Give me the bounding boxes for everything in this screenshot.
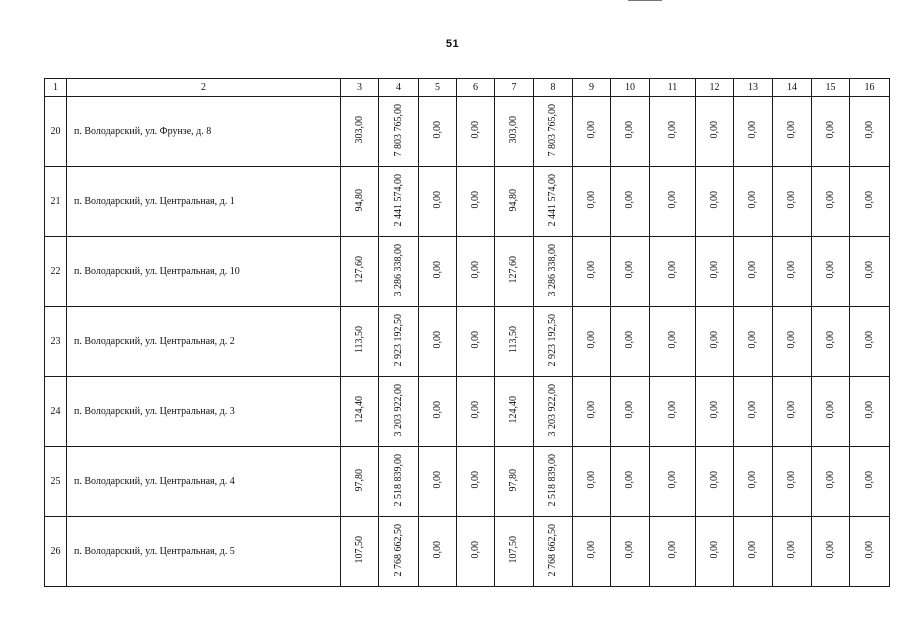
row-number-cell: 23 <box>45 307 67 377</box>
value-text: 124,40 <box>508 396 519 424</box>
value-cell <box>341 447 379 517</box>
value-cell <box>379 307 419 377</box>
value-text: 94,80 <box>353 188 365 212</box>
table-row <box>45 97 890 167</box>
value-text: 0,00 <box>747 401 758 419</box>
address-cell: п. Володарский, ул. Центральная, д. 2 <box>67 307 341 377</box>
value-text: 3 203 922,00 <box>547 383 558 437</box>
value-text: 303,00 <box>508 116 519 144</box>
value-cell <box>850 167 890 237</box>
top-edge-mark <box>628 0 662 1</box>
column-number: 9 <box>573 79 611 97</box>
value-text: 0,00 <box>863 471 875 489</box>
value-cell <box>534 447 573 517</box>
column-number: 7 <box>495 79 534 97</box>
row-number-cell: 21 <box>45 167 67 237</box>
value-text: 0,00 <box>431 191 443 209</box>
value-cell <box>812 517 850 587</box>
value-cell <box>419 167 457 237</box>
value-text: 2 768 662,50 <box>547 523 558 577</box>
value-text: 0,00 <box>431 121 443 139</box>
value-cell <box>534 307 573 377</box>
column-number: 10 <box>611 79 650 97</box>
value-text: 0,00 <box>666 331 678 349</box>
value-cell <box>650 447 696 517</box>
value-text: 113,50 <box>353 326 365 354</box>
value-cell <box>341 307 379 377</box>
value-text: 124,40 <box>353 396 365 424</box>
value-cell <box>812 307 850 377</box>
value-cell <box>696 517 734 587</box>
value-cell <box>495 517 534 587</box>
value-text: 0,00 <box>863 541 875 559</box>
value-cell <box>457 237 495 307</box>
column-number: 12 <box>696 79 734 97</box>
value-cell <box>379 377 419 447</box>
value-cell <box>341 167 379 237</box>
value-text: 2 518 839,00 <box>392 453 404 507</box>
value-cell <box>650 517 696 587</box>
value-cell <box>379 97 419 167</box>
value-cell <box>611 167 650 237</box>
value-cell <box>611 377 650 447</box>
value-cell <box>534 237 573 307</box>
value-text: 97,80 <box>353 468 365 492</box>
value-cell <box>573 97 611 167</box>
data-table <box>44 78 890 587</box>
value-text: 0,00 <box>666 401 678 419</box>
row-number-cell: 20 <box>45 97 67 167</box>
value-cell <box>850 517 890 587</box>
column-number-row <box>45 79 890 97</box>
column-number: 4 <box>379 79 419 97</box>
value-cell <box>573 447 611 517</box>
column-number: 13 <box>734 79 773 97</box>
value-cell <box>773 97 812 167</box>
address-cell: п. Володарский, ул. Центральная, д. 10 <box>67 237 341 307</box>
value-text: 0,00 <box>469 401 481 419</box>
address-cell: п. Володарский, ул. Центральная, д. 1 <box>67 167 341 237</box>
value-text: 127,60 <box>508 256 519 284</box>
value-text: 0,00 <box>863 401 875 419</box>
value-cell <box>457 307 495 377</box>
value-text: 0,00 <box>624 541 635 559</box>
value-text: 97,80 <box>508 468 519 492</box>
value-cell <box>850 237 890 307</box>
value-text: 0,00 <box>824 541 836 559</box>
value-text: 0,00 <box>431 401 443 419</box>
value-cell <box>611 517 650 587</box>
value-cell <box>734 167 773 237</box>
page-number: 51 <box>445 38 460 50</box>
table-row <box>45 307 890 377</box>
value-cell <box>773 517 812 587</box>
value-text: 94,80 <box>508 188 519 212</box>
value-text: 0,00 <box>863 191 875 209</box>
value-text: 0,00 <box>824 331 836 349</box>
value-text: 0,00 <box>786 401 797 419</box>
value-text: 0,00 <box>824 191 836 209</box>
value-cell <box>457 447 495 517</box>
value-text: 0,00 <box>863 121 875 139</box>
value-cell <box>696 237 734 307</box>
address-cell: п. Володарский, ул. Центральная, д. 3 <box>67 377 341 447</box>
value-text: 0,00 <box>431 261 443 279</box>
value-text: 0,00 <box>863 261 875 279</box>
value-cell <box>495 377 534 447</box>
value-cell <box>495 97 534 167</box>
value-text: 0,00 <box>786 471 797 489</box>
value-text: 2 518 839,00 <box>547 453 558 507</box>
value-cell <box>534 377 573 447</box>
value-text: 3 286 338,00 <box>392 243 404 297</box>
column-number: 6 <box>457 79 495 97</box>
value-cell <box>379 517 419 587</box>
value-cell <box>734 97 773 167</box>
value-text: 0,00 <box>624 191 635 209</box>
value-cell <box>379 167 419 237</box>
value-cell <box>734 377 773 447</box>
column-number: 8 <box>534 79 573 97</box>
value-text: 0,00 <box>469 261 481 279</box>
value-cell <box>341 517 379 587</box>
value-cell <box>495 167 534 237</box>
value-cell <box>419 517 457 587</box>
value-text: 0,00 <box>747 471 758 489</box>
value-cell <box>812 167 850 237</box>
table-row <box>45 377 890 447</box>
value-text: 0,00 <box>469 121 481 139</box>
row-number-cell: 24 <box>45 377 67 447</box>
value-cell <box>812 447 850 517</box>
value-cell <box>812 97 850 167</box>
value-text: 0,00 <box>585 471 597 489</box>
value-cell <box>534 517 573 587</box>
value-cell <box>650 307 696 377</box>
value-text: 0,00 <box>747 121 758 139</box>
value-cell <box>734 307 773 377</box>
value-cell <box>534 97 573 167</box>
value-cell <box>495 237 534 307</box>
value-text: 0,00 <box>747 331 758 349</box>
value-cell <box>419 97 457 167</box>
value-cell <box>773 237 812 307</box>
table-row <box>45 517 890 587</box>
value-text: 0,00 <box>431 471 443 489</box>
value-text: 113,50 <box>508 326 519 354</box>
value-text: 2 923 192,50 <box>392 313 404 367</box>
value-cell <box>341 237 379 307</box>
value-cell <box>850 447 890 517</box>
value-text: 0,00 <box>469 471 481 489</box>
value-text: 107,50 <box>353 536 365 564</box>
value-cell <box>734 237 773 307</box>
value-cell <box>341 97 379 167</box>
table-row <box>45 167 890 237</box>
value-cell <box>379 237 419 307</box>
value-cell <box>611 237 650 307</box>
value-cell <box>341 377 379 447</box>
value-text: 0,00 <box>666 191 678 209</box>
value-text: 0,00 <box>786 541 797 559</box>
value-text: 3 203 922,00 <box>392 383 404 437</box>
value-text: 0,00 <box>708 471 720 489</box>
value-cell <box>696 167 734 237</box>
column-number: 3 <box>341 79 379 97</box>
value-cell <box>573 237 611 307</box>
value-text: 0,00 <box>824 401 836 419</box>
value-cell <box>696 97 734 167</box>
table-row <box>45 447 890 517</box>
value-text: 0,00 <box>708 541 720 559</box>
value-text: 0,00 <box>431 331 443 349</box>
value-text: 0,00 <box>786 121 797 139</box>
value-text: 0,00 <box>585 541 597 559</box>
value-cell <box>419 447 457 517</box>
value-cell <box>534 167 573 237</box>
value-cell <box>611 307 650 377</box>
value-text: 0,00 <box>624 261 635 279</box>
value-text: 2 441 574,00 <box>547 173 558 227</box>
value-cell <box>734 447 773 517</box>
value-text: 7 803 765,00 <box>392 103 404 157</box>
value-text: 2 441 574,00 <box>392 173 404 227</box>
value-text: 0,00 <box>624 331 635 349</box>
value-cell <box>696 377 734 447</box>
value-cell <box>457 97 495 167</box>
value-cell <box>773 307 812 377</box>
value-text: 0,00 <box>824 261 836 279</box>
table-row <box>45 237 890 307</box>
value-cell <box>495 447 534 517</box>
value-text: 0,00 <box>585 121 597 139</box>
column-number: 15 <box>812 79 850 97</box>
value-cell <box>850 377 890 447</box>
value-cell <box>573 307 611 377</box>
value-cell <box>650 97 696 167</box>
value-cell <box>850 307 890 377</box>
value-text: 0,00 <box>863 331 875 349</box>
value-cell <box>611 97 650 167</box>
row-number-cell: 25 <box>45 447 67 517</box>
row-number-cell: 26 <box>45 517 67 587</box>
value-cell <box>457 167 495 237</box>
value-text: 0,00 <box>747 541 758 559</box>
value-text: 0,00 <box>469 191 481 209</box>
value-text: 0,00 <box>708 401 720 419</box>
column-number: 1 <box>45 79 67 97</box>
value-text: 0,00 <box>824 471 836 489</box>
column-number: 14 <box>773 79 812 97</box>
value-text: 2 768 662,50 <box>392 523 404 577</box>
value-text: 0,00 <box>708 191 720 209</box>
value-text: 0,00 <box>431 541 443 559</box>
value-cell <box>696 307 734 377</box>
value-text: 0,00 <box>708 261 720 279</box>
row-number-cell: 22 <box>45 237 67 307</box>
value-cell <box>457 377 495 447</box>
value-text: 7 803 765,00 <box>547 103 558 157</box>
value-text: 127,60 <box>353 256 365 284</box>
value-cell <box>379 447 419 517</box>
value-text: 0,00 <box>585 331 597 349</box>
value-cell <box>812 377 850 447</box>
value-text: 303,00 <box>353 116 365 144</box>
value-text: 2 923 192,50 <box>547 313 558 367</box>
column-number: 16 <box>850 79 890 97</box>
value-cell <box>812 237 850 307</box>
value-text: 0,00 <box>624 471 635 489</box>
value-text: 0,00 <box>585 401 597 419</box>
value-cell <box>696 447 734 517</box>
value-text: 0,00 <box>747 261 758 279</box>
value-cell <box>573 377 611 447</box>
value-text: 0,00 <box>666 261 678 279</box>
value-cell <box>419 307 457 377</box>
column-number: 5 <box>419 79 457 97</box>
value-text: 0,00 <box>585 191 597 209</box>
value-text: 0,00 <box>585 261 597 279</box>
value-text: 0,00 <box>786 191 797 209</box>
value-text: 0,00 <box>469 541 481 559</box>
value-text: 107,50 <box>508 536 519 564</box>
value-cell <box>611 447 650 517</box>
value-cell <box>419 237 457 307</box>
address-cell: п. Володарский, ул. Центральная, д. 4 <box>67 447 341 517</box>
value-text: 0,00 <box>469 331 481 349</box>
address-cell: п. Володарский, ул. Центральная, д. 5 <box>67 517 341 587</box>
value-text: 0,00 <box>666 121 678 139</box>
value-text: 0,00 <box>624 121 635 139</box>
value-cell <box>773 447 812 517</box>
value-cell <box>573 517 611 587</box>
value-text: 0,00 <box>666 471 678 489</box>
value-cell <box>495 307 534 377</box>
value-text: 0,00 <box>708 121 720 139</box>
value-text: 0,00 <box>824 121 836 139</box>
value-text: 0,00 <box>786 331 797 349</box>
value-text: 0,00 <box>747 191 758 209</box>
value-cell <box>773 167 812 237</box>
value-text: 3 286 338,00 <box>547 243 558 297</box>
value-cell <box>650 237 696 307</box>
value-text: 0,00 <box>666 541 678 559</box>
value-cell <box>773 377 812 447</box>
value-cell <box>419 377 457 447</box>
value-text: 0,00 <box>708 331 720 349</box>
column-number: 2 <box>67 79 341 97</box>
value-cell <box>650 167 696 237</box>
address-cell: п. Володарский, ул. Фрунзе, д. 8 <box>67 97 341 167</box>
value-cell <box>850 97 890 167</box>
value-text: 0,00 <box>786 261 797 279</box>
value-text: 0,00 <box>624 401 635 419</box>
value-cell <box>734 517 773 587</box>
value-cell <box>457 517 495 587</box>
column-number: 11 <box>650 79 696 97</box>
value-cell <box>573 167 611 237</box>
value-cell <box>650 377 696 447</box>
